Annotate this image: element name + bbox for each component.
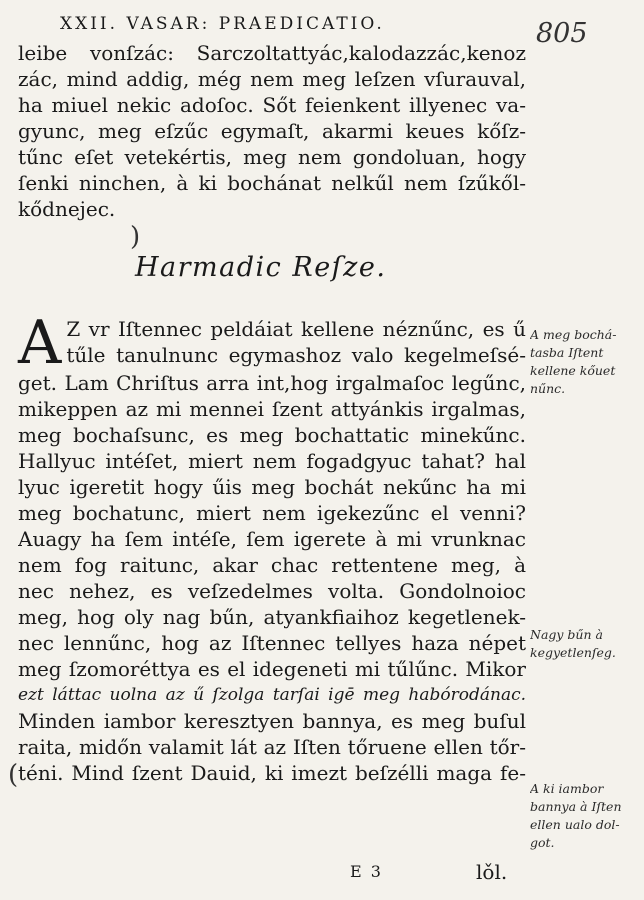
margin-note-line: A meg bochá-	[530, 327, 617, 342]
margin-note	[530, 326, 640, 398]
text-line: Hallyuc intéſet, miert nem fogadgyuc tahat? hal	[18, 449, 526, 473]
margin-note-line: nűnc.	[530, 381, 566, 396]
catchword: lǒl.	[476, 860, 508, 884]
text-line: Auagy ha ſem intéſe, ſem igerete à mi vrunknac	[18, 527, 526, 551]
text-line: lyuc igeretit hogy űis meg bochát nekűnc ha mi	[18, 475, 526, 499]
text-line: meg bochatunc, miert nem igekezűnc el venni?	[18, 501, 526, 525]
margin-note	[530, 780, 640, 852]
drop-cap: A	[18, 308, 62, 378]
margin-note-line: bannya à Iſten	[530, 799, 622, 814]
text-line: téni. Mind ſzent Dauid, ki imezt beſzélli maga fe-	[18, 761, 526, 785]
text-line: gyunc, meg eſzűc egymaſt, akarmi keues kőſz-	[18, 119, 526, 143]
margin-note-line: tasba Iſtent	[530, 345, 604, 360]
text-line: ſenki ninchen, à ki bochánat nelkűl nem ſzűkől-	[18, 171, 526, 195]
text-line: Z vr Iſtennec peldáiat kellene néznűnc, es ű	[66, 317, 526, 341]
printer-signature: E 3	[350, 862, 383, 881]
text-line: tűle tanulnunc egymashoz valo kegelmeſsé-	[66, 343, 526, 367]
text-line: meg, hog oly nag bűn, atyankfiaihoz kegetlenek-	[18, 605, 526, 629]
text-line: meg ſzomoréttya es el idegeneti mi tűlűnc. Mikor	[18, 657, 526, 681]
bracket-mark: (	[8, 760, 19, 790]
margin-note-line: kegyetlenſeg.	[530, 645, 616, 660]
section-heading: Harmadic Reſze.	[135, 252, 387, 283]
text-line: leibe vonſzác: Sarczoltattyác,kalodazzác,kenoz	[18, 41, 526, 65]
bracket-mark: )	[130, 222, 141, 252]
text-line: get. Lam Chriſtus arra int,hog irgalmaſoc legűnc,	[18, 371, 526, 395]
text-line: raita, midőn valamit lát az Iſten tőruene ellen tőr-	[18, 735, 526, 759]
text-line: mikeppen az mi mennei ſzent attyánkis irgalmas,	[18, 397, 526, 421]
margin-note-line: got.	[530, 835, 555, 850]
running-head: XXII. VASAR: PRAEDICATIO.	[60, 14, 385, 34]
text-line: tűnc eſet vetekértis, meg nem gondoluan, hogy	[18, 145, 526, 169]
top-paragraph	[18, 40, 526, 222]
text-line: nec lennűnc, hog az Iſtennec tellyes haza népet	[18, 631, 526, 655]
text-line: meg bochaſsunc, es meg bochattatic minekűnc.	[18, 423, 526, 447]
page-number: 805	[536, 18, 588, 49]
section-paragraph	[18, 308, 526, 786]
margin-note-line: A ki iambor	[530, 781, 604, 796]
text-line: nem fog raitunc, akar chac rettentene meg, à	[18, 553, 526, 577]
text-line: Minden iambor keresztyen bannya, es meg buſul	[18, 709, 526, 733]
text-line: zác, mind addig, még nem meg leſzen vſurauval,	[18, 67, 526, 91]
margin-note-line: ellen ualo dol-	[530, 817, 620, 832]
text-line: ha miuel nekic adoſoc. Sőt feienkent illyenec va-	[18, 93, 526, 117]
margin-note-line: kellene kőuet	[530, 363, 616, 378]
text-line: nec nehez, es veſzedelmes volta. Gondolnoioc	[18, 579, 526, 603]
italic-text-line: ezt láttac uolna az ű ſzolga tarſai igē meg habórodánac.	[18, 685, 526, 705]
margin-note	[530, 626, 640, 662]
margin-note-line: Nagy bűn à	[530, 627, 603, 642]
text-line: kődnejec.	[18, 197, 116, 221]
